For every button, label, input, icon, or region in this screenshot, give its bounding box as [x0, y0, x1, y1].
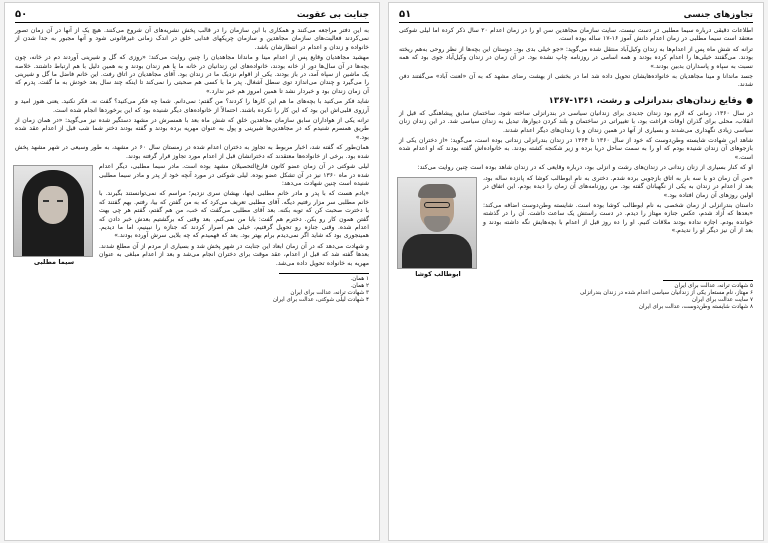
right-footnote-rule	[663, 280, 753, 281]
left-paragraph-1: به این دفتر مراجعه می‌کنند و همکاری با این سازمان را در قالب پخش نشریه‌های آن شروع می‌کنند. هیچ یک از آنها در آن زمان تصور نمی‌کردند فعالیت‌های سازمان مجاهدین و سازمان چریکهای فدایی خلق در اندک زمانی غیرقانونی شود و آنها مجبور به جدا شدن از خانواده و زندان و اعدام در انتظارشان باشد.	[15, 27, 369, 51]
left-paragraph-3: شاید فکر می‌کنید با بچه‌های ما هم این کارها را کردند؟ من گفتم: نمی‌دانم. شما چه فکر می‌کنید؟ گفت نه. فکر نکنید. یعنی هنوز امید و آرزوی قلبی‌اش این بود که این کار را نکرده باشند. احتمالاً از خانواده‌های دیگر شنیده بود که این برخوردها انجام شده است.	[15, 98, 369, 114]
photo-caption-abutaleb: ابوطالب کوشا	[415, 269, 461, 278]
right-running-title: تجاوزهای جنسی	[683, 10, 753, 20]
left-paragraph-4: ترانه یکی از هواداران سابق سازمان مجاهدین خلق که شش ماه بعد با همسرش در مشهد دستگیر شده نیز می‌گوید: «در همان زمان از طریق همسرم شنیدم که در مجاهدین‌ها شیرینی و پول به عنوان مهریه برده بودند و گفته بودند دختر شما شب قبل از اعدام عقد شده بود.»	[15, 117, 369, 141]
right-paragraph-3: جسد ماندانا و مینا مجاهدیان به خانواده‌هایشان تحویل داده شد اما در بخشی از بهشت رضای مشهد که به آن «لعنت آباد» می‌گفتند دفن شدند.	[399, 73, 753, 89]
right-paragraph-4: در سال ۱۳۶۰، زمانی که لازم بود زندان جدیدی برای زندانیان سیاسی در بندرانزلی ساخته شود، ساختمان سابق پیشاهنگی که قبل از انقلاب، محلی برای گذران اوقات فراغت بود، با تغییراتی در ساختمان و بلند کردن دیوارها، تبدیل به زندان سیاسی شد. در این زندان زنان سیاسی زیادی نگهداری می‌شدند و بسیاری از آنها در همین زندان و یا زندان‌های دیگر اعدام شدند.	[399, 109, 753, 134]
right-page-number: ۵۱	[399, 9, 412, 20]
left-running-head	[15, 9, 369, 23]
left-running-title: جنایت بی عقوبت	[296, 10, 369, 20]
left-footnote-1: ۱ همان.	[350, 275, 369, 282]
right-paragraph-1: اطلاعات دقیقی درباره سیما مطلبی در دست نیست. سایت سازمان مجاهدین سن او را در زمان اعدام ۲۰ سال ذکر کرده اما لیلی شوکتی معتقد است سیما مطلبی در زمان اعدام دانش آموز ۱۶-۱۷ ساله بوده است.	[399, 27, 753, 43]
photo-figure-sima	[15, 165, 93, 266]
left-paragraph-2: مهشید مجاهدیان وقایع پس از اعدام مینا و ماندانا مجاهدیان را چنین روایت می‌کند: «روزی که گل و شیرینی آوردند دم در خانه، چون بچه‌ها در آن سال‌ها دور از خانه بودند، خانواده‌های این زندانیان در خانه ما یا هم زندان بودند و به همین دلیل با هم ارتباط داشتند. خلاصه یک ماشین از سپاه آمد، در باز بودند. یکی از اقوام نزدیک ما در زندان بود. آقای مجاهدیان در اتاق رفت. این خانم فاضل ما گل و شیرینی را می‌گیرد و چندان می‌اندازد توی سطل آشغال. پدر ما با کسی هم صحبتی را نمی‌کند تا اینکه چند سال بعد خودش به ما گفت. پدرم که آن زمان زندان بود و خبردار نشد تا همین امروز هم خبر ندارد.»	[15, 54, 369, 95]
photo-figure-abutaleb	[399, 177, 477, 278]
left-footnote-3: ۳ شهادت ترانه، عدالت برای ایران	[290, 289, 369, 296]
photo-caption-sima: سیما مطلبی	[33, 258, 75, 267]
left-page-number: ۵۰	[15, 9, 28, 20]
right-paragraph-2: ترانه که شش ماه پس از اعدام‌ها به زندان وکیل‌آباد منتقل شده می‌گوید: «جو خیلی بدی بود. دوستان این بچه‌ها از نظر روحی به‌هم ریخته بودند. می‌گفتند خیلی‌ها را اعدام کرده بودند و همه اسامی در روزنامه چاپ نشده بود. در آن زمان در زندان وکیل‌آباد جوی بود که همه نسبت به سپاه و پاسداران بدبین بودند.»	[399, 45, 753, 70]
right-footnote-2: ۶ مهتاز، نام مستعار یکی از زندانیان سیاسی اعدام شده در زندان بندرانزلی	[579, 289, 753, 296]
portrait-photo-sima	[13, 165, 93, 257]
left-footnotes	[15, 276, 369, 304]
right-paragraph-8: داستان بندرانزلی از زمان شخصی به نام ابوطالب کوشا بوده است. شایسته وطن‌دوست اضافه می‌کند: «بعدها که آزاد شدم، عکس جنازه مهتاز را دیدم. در دست راستش یک ساعت داشت. آن را در گذشته خوانده بودم. اجازه نداده بودند ملاقات کنیم. او را ده روز قبل از اعدام با بچه‌هایش نگه داشته بودند و بعد از آن نیز دیگر او را ندیدم.»	[483, 201, 753, 235]
right-footnote-1: ۵ شهادت ترانه، عدالت برای ایران	[674, 282, 753, 289]
right-running-head	[399, 9, 753, 23]
right-paragraph-6: او که کنار بسیاری از زنان زندانی در زندان‌های رشت و انزلی بود، درباره وقایعی که در زندان شاهد بوده است چنین روایت می‌کند:	[417, 164, 753, 172]
right-footnote-4: ۸ شهادت شایسته وطن‌دوست، عدالت برای ایران	[638, 303, 753, 310]
right-footnotes	[399, 283, 753, 311]
left-paragraph-8: و شهادت می‌دهد که در آن زمان ابعاد این جنایت در شهر پخش شد و بسیاری از مردم از آن مطلع شدند. بعدها گفته شد که قبل از اعدام، عقد موقت برای دختران انجام می‌شد و بعد از اعدام مبلغی به عنوان مهریه به خانواده تحویل داده می‌شد.	[99, 242, 369, 267]
left-footnote-rule	[279, 273, 369, 274]
right-footnote-3: ۷ سایت عدالت برای ایران	[691, 296, 753, 303]
left-footnote-4: ۴ شهادت لیلی شوکتی، عدالت برای ایران	[272, 296, 369, 303]
left-footnote-2: ۲ همان.	[350, 282, 369, 289]
left-paragraph-6: لیلی شوکتی در آن زمان عضو کانون فارغ‌التحصیلان مشهد بوده است. مادر سیما مطلبی، دیگر اعدام شده در ماه ۱۳۶۰ نیز در آن تشکل عضو بوده. لیلی شوکتی در مورد آنچه خود از پدر و مادر سیما مطلبی شنیده است چنین شهادت می‌دهد:	[99, 163, 369, 187]
bullet-icon: ●	[746, 95, 753, 105]
left-paragraph-7: «یادم هست که با پدر و مادر خانم مطلبی اینها، بهشان سری نزدیم؛ مراسم که نمی‌توانستند بگیرند. با خانم مطلبی سر مزار رفتیم دیگه. آقای مطلبی تعریف می‌کرد که به من گفتن که بیا، رفتم. بهم گفتند که با دخترت صحبت کن که توبه بکنه. بعد آقای مطلبی می‌گفت که خب، من هم گفتم، گفتم هر چی بهت گفتن همون کار رو بکن. دخترم هم گفت: بابا من نمی‌کنم. بعد وقتی که برگشتیم بعدش خبر دادن که اعدام شده. وقتی جنازه رو تحویل گرفتیم، خیلی هم اصرار کردند که جنازه را نبینیم، اما ما دیدیم. همینجوری بود که شاید اگر نمی‌دیدم برام بهتر بود. بعد که فهمیدم که چه بلایی سرش آورده بودند.»	[99, 190, 369, 240]
left-page	[4, 2, 380, 541]
portrait-photo-abutaleb	[397, 177, 477, 269]
section-heading	[399, 96, 753, 106]
right-page	[388, 2, 764, 541]
left-paragraph-5: همان‌طور که گفته شد، اخبار مربوط به تجاوز به دختران اعدام شده در زمستان سال ۶۰ در مشهد، به طور وسیعی در شهر مشهد پخش شده بود. برخی از خانواده‌ها معتقدند که دخترانشان قبل از اعدام مورد تجاوز قرار گرفته بودند.	[15, 144, 370, 160]
right-paragraph-7: «من آن زمان دو یا سه بار به اتاق بازجویی برده شدم. دختری به نام ابوطالب کوشا که پانزده ساله بود، بعد از اعدام در زندان به یکی از نگهبانان گفته بود. من روزنامه‌های آن زمان را دیده بودم. این اتفاق در اولین روزهای آن زمان افتاده بود.»	[483, 174, 753, 199]
section-title: وقایع زندان‌های بندرانزلی و رشت، ۱۳۶۱-۱۳۶۷	[548, 95, 743, 106]
right-paragraph-5: شاهد این شهادت شایسته وطن‌دوست که خود از سال ۱۳۶۰ تا ۱۳۶۴ در زندان بندرانزلی زندانی بوده است، می‌گوید: «از دختران یکی از بازجوهای آن زندان شنیده بودم که او را به سمت ساحل دریا برده و زیر شکنجه کشته بودند. به خانواده‌اش گفته بودند که او اعدام شده است.»	[399, 137, 753, 161]
